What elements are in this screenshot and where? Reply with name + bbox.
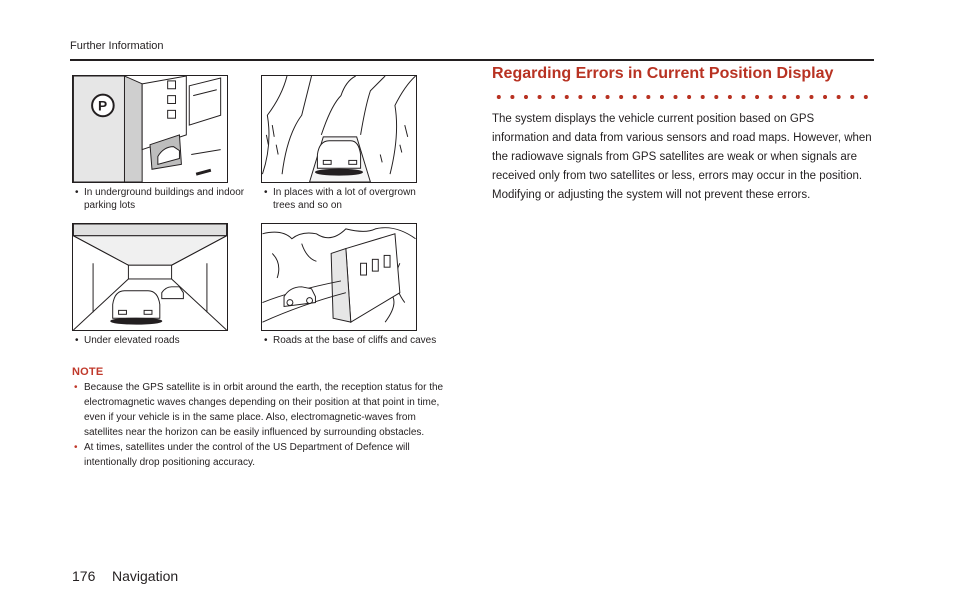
bullet-marker: • <box>264 335 268 346</box>
header-rule <box>70 59 874 61</box>
note-list <box>72 380 452 470</box>
bullet-marker: • <box>74 442 78 453</box>
figure-caption <box>72 186 264 212</box>
bullet-marker: • <box>264 187 268 198</box>
header-section-label: Further Information <box>70 40 164 52</box>
caption-line: In places with a lot of overgrown <box>273 187 416 198</box>
section-title: Regarding Errors in Current Position Display <box>492 65 834 82</box>
note-item-text: Because the GPS satellite is in orbit around the earth, the reception status for the electromagnetic waves changes depending on their position at that point in time, even if your vehicle is in the same place. Also, electromagnetic-waves from satellites near the horizon can be easily influenced by surrounding obstacles. <box>84 382 444 438</box>
caption-line: parking lots <box>84 200 136 211</box>
caption-line: Under elevated roads <box>84 335 180 346</box>
note-item-text: At times, satellites under the control of the US Department of Defence will intentionally drop positioning accuracy. <box>84 442 410 468</box>
cliff-road-illustration <box>261 223 417 331</box>
elevated-road-illustration <box>72 223 228 331</box>
parking-garage-illustration <box>72 75 228 183</box>
figure-caption <box>72 334 264 347</box>
caption-line: trees and so on <box>273 200 342 211</box>
dotted-divider <box>492 94 874 100</box>
forest-road-illustration <box>261 75 417 183</box>
bullet-marker: • <box>74 382 78 393</box>
figure-caption <box>261 334 473 347</box>
note-heading: NOTE <box>72 366 104 378</box>
section-body: The system displays the vehicle current position based on GPS information and data from various sensors and road maps. However, when the radiowave signals from GPS satellites are weak or when signals are received only from two satellites or less, errors may occur in the position. Modifying or adjusting the system will not prevent these errors. <box>492 113 872 201</box>
note-item <box>72 380 452 440</box>
page-number: 176 <box>72 568 96 584</box>
bullet-marker: • <box>75 187 79 198</box>
note-item <box>72 440 452 470</box>
bullet-marker: • <box>75 335 79 346</box>
caption-line: Roads at the base of cliffs and caves <box>273 335 437 346</box>
caption-line: In underground buildings and indoor <box>84 187 245 198</box>
figure-caption <box>261 186 453 212</box>
footer-section-label: Navigation <box>112 568 179 584</box>
svg-text:P: P <box>97 98 108 114</box>
